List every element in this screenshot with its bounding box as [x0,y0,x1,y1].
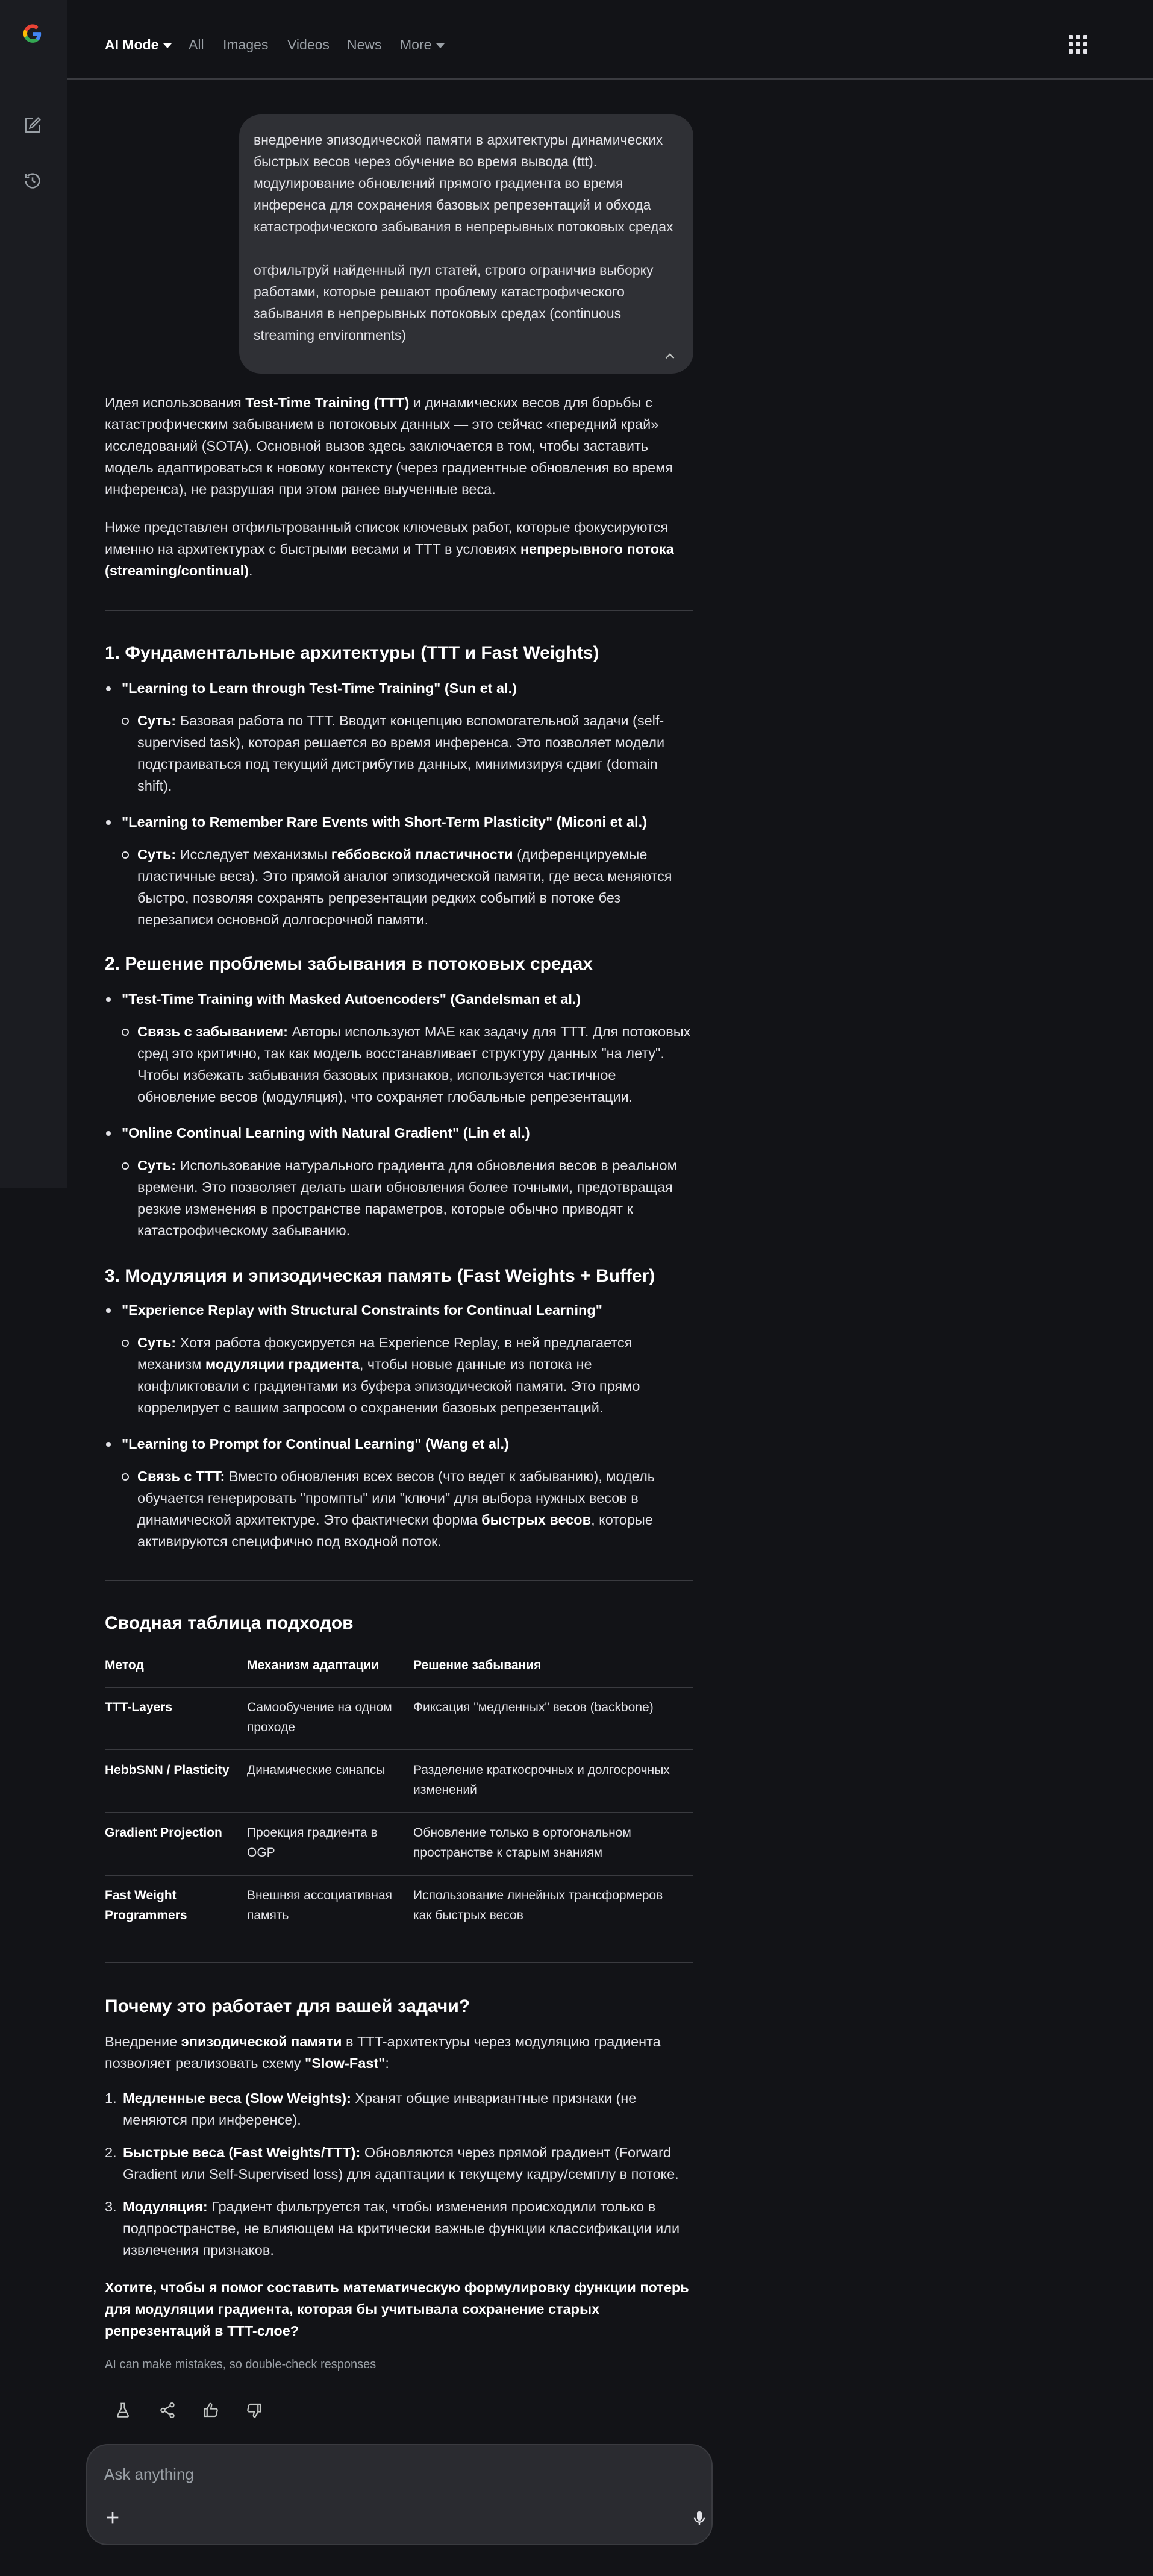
table-cell: Проекция градиента в OGP [247,1813,413,1875]
list-item: 2. Быстрые веса (Fast Weights/TTT): Обновляются через прямой градиент (Forward Gradient или Self-Supervised loss) для адаптации к текущему кадру/семплу в потоке. [105,2145,679,2182]
labs-button[interactable] [112,2399,134,2421]
tab-all[interactable]: All [189,37,204,52]
ask-box [86,2444,713,2545]
paper-summary: Суть: Исследует механизмы геббовской пластичности (диференцируемые пластичные веса). Это прямой аналог эпизодической памяти, где веса меняются быстро, позволяя сохранять репрезентации редких событий в потоке без перезаписи основной долгосрочной памяти. [137,844,693,930]
tab-videos[interactable]: Videos [287,37,330,52]
prompt-paragraph: внедрение эпизодической памяти в архитектуры динамических быстрых весов через обучение во время вывода (ttt). модулирование обновлений прямого градиента во время инференса для сохранения базовых репрезентаций и обхода катастрофического забывания в непрерывных потоковых средах [254,132,673,234]
history-button[interactable] [16,164,49,198]
paper-title: "Test-Time Training with Masked Autoencoders" (Gandelsman et al.) [122,988,581,1010]
section-heading: 2. Решение проблемы забывания в потоковых средах [105,954,593,974]
tab-more[interactable] [400,34,445,55]
paper-title: "Online Continual Learning with Natural Gradient" (Lin et al.) [122,1122,530,1144]
flask-icon [114,2401,132,2419]
google-logo[interactable] [16,17,49,51]
table-cell: Внешняя ассоциативная память [247,1888,393,1922]
why-intro: Внедрение эпизодической памяти в TTT-архитектуры через модуляцию градиента позволяет реализовать схему "Slow-Fast": [105,2034,661,2071]
paper-summary: Связь с TTT: Вместо обновления всех весов (что ведет к забыванию), модель обучается генерировать "промпты" или "ключи" для выбора нужных весов в динамической архитектуре. Это фактически форма быстрых весов, которые активируются специфично под входной поток. [137,1465,693,1552]
paper-summary: Суть: Использование натурального градиента для обновления весов в реальном времени. Это позволяет делать шаги обновления более точными, предотвращая резкие изменения в пространстве параметров, которые обычно приводят к катастрофическому забыванию. [137,1155,693,1241]
divider [105,1962,693,1963]
prompt-paragraph: отфильтруй найденный пул статей, строго ограничив выборку работами, которые решают проблему катастрофического забывания в непрерывных потоковых средах (continuous streaming environments) [254,262,654,343]
microphone-icon[interactable] [690,2508,709,2528]
table-cell: Использование линейных трансформеров как быстрых весов [413,1888,663,1922]
plus-icon[interactable] [103,2508,122,2527]
tab-label: More [400,37,432,52]
chevron-down-icon [163,43,172,48]
table-cell: Fast Weight Programmers [105,1888,187,1922]
intro-paragraph: Идея использования Test-Time Training (TTT) и динамических весов для борьбы с катастрофическим забыванием в потоковых данных — это сейчас «передний край» исследований (SOTA). Основной вызов здесь заключается в том, чтобы заставить модель адаптироваться к новому контексту (через градиентные обновления во время инференса), не разрушая при этом ранее выученные веса. [105,395,673,497]
paper-title: "Learning to Prompt for Continual Learning" (Wang et al.) [122,1433,509,1455]
table-cell: Gradient Projection [105,1813,247,1875]
table-row [105,1687,693,1750]
chevron-down-icon [436,43,445,48]
table-row [105,1813,693,1875]
column-header: Метод [105,1653,247,1687]
edit-icon [22,115,43,136]
table-cell: Обновление только в ортогональном пространстве к старым знаниям [413,1813,693,1875]
paper-title: "Experience Replay with Structural Constraints for Continual Learning" [122,1299,602,1321]
table-cell: Разделение краткосрочных и долгосрочных изменений [413,1750,693,1813]
paper-summary: Суть: Базовая работа по TTT. Вводит концепцию вспомогательной задачи (self-supervised task), которая решается во время инференса. Это позволяет модели подстраиваться под текущий дистрибутив данных, минимизируя сдвиг (domain shift). [137,710,693,797]
tab-images[interactable]: Images [223,37,269,52]
left-rail [0,0,67,1188]
summary-table [105,1653,693,1937]
section-heading: 1. Фундаментальные архитектуры (TTT и Fast Weights) [105,643,599,663]
thumbs-up-button[interactable] [200,2399,222,2421]
share-button[interactable] [157,2399,178,2421]
google-g-icon [22,24,43,44]
tab-news[interactable]: News [347,37,382,52]
list-item: 1. Медленные веса (Slow Weights): Хранят общие инвариантные признаки (не меняются при инференсе). [105,2090,637,2128]
intro-paragraph: Ниже представлен отфильтрованный список ключевых работ, которые фокусируются именно на архитектурах с быстрыми весами и TTT в условиях непрерывного потока (streaming/continual). [105,519,674,578]
thumbs-down-icon [245,2401,263,2419]
column-header: Механизм адаптации [247,1653,413,1687]
top-navigation [67,0,1153,80]
user-prompt-bubble [239,114,693,374]
followup-question: Хотите, чтобы я помог составить математическую формулировку функции потерь для модуляции градиента, которая бы учитывала сохранение старых репрезентаций в TTT-слое? [105,2280,689,2339]
table-cell: TTT-Layers [105,1687,247,1750]
table-cell: HebbSNN / Plasticity [105,1750,247,1813]
thumbs-down-button[interactable] [243,2399,265,2421]
thumbs-up-icon [202,2401,220,2419]
table-cell: Самообучение на одном проходе [247,1687,413,1750]
section-heading: Почему это работает для вашей задачи? [105,1996,470,2016]
column-header: Решение забывания [413,1653,693,1687]
disclaimer: AI can make mistakes, so double-check responses [105,2358,377,2371]
table-cell: Фиксация "медленных" весов (backbone) [413,1687,693,1750]
ask-input[interactable] [104,2462,646,2486]
paper-summary: Связь с забыванием: Авторы используют MAE как задачу для TTT. Для потоковых сред это критично, так как модель восстанавливает структуру данных "на лету". Чтобы избежать забывания базовых признаков, используется частичное обновление весов (модуляция), что сохраняет глобальные репрезентации. [137,1021,693,1108]
history-icon [22,171,43,191]
table-heading: Сводная таблица подходов [105,1613,354,1633]
paper-summary: Суть: Хотя работа фокусируется на Experience Replay, в ней предлагается механизм модуляции градиента, чтобы новые данные из потока не конфликтовали с градиентами из буфера эпизодической памяти. Это прямо коррелирует с вашим запросом о сохранении базовых репрезентаций. [137,1332,693,1418]
apps-grid-icon[interactable] [1066,33,1090,57]
new-chat-button[interactable] [16,108,49,142]
share-icon [158,2401,177,2419]
table-row [105,1875,693,1937]
table-row [105,1750,693,1813]
paper-title: "Learning to Learn through Test-Time Training" (Sun et al.) [122,677,517,699]
divider [105,610,693,611]
table-cell: Динамические синапсы [247,1750,413,1813]
paper-title: "Learning to Remember Rare Events with Short-Term Plasticity" (Miconi et al.) [122,811,647,833]
chevron-up-icon[interactable] [662,348,678,364]
section-heading: 3. Модуляция и эпизодическая память (Fast Weights + Buffer) [105,1266,655,1286]
table-header-row [105,1653,693,1687]
divider [105,1580,693,1581]
tab-label: AI Mode [105,37,159,52]
list-item: 3. Модуляция: Градиент фильтруется так, чтобы изменения происходили только в подпространстве, не влияющем на критически важные функции классификации или извлечения признаков. [105,2199,680,2258]
tab-ai-mode[interactable] [105,34,172,55]
